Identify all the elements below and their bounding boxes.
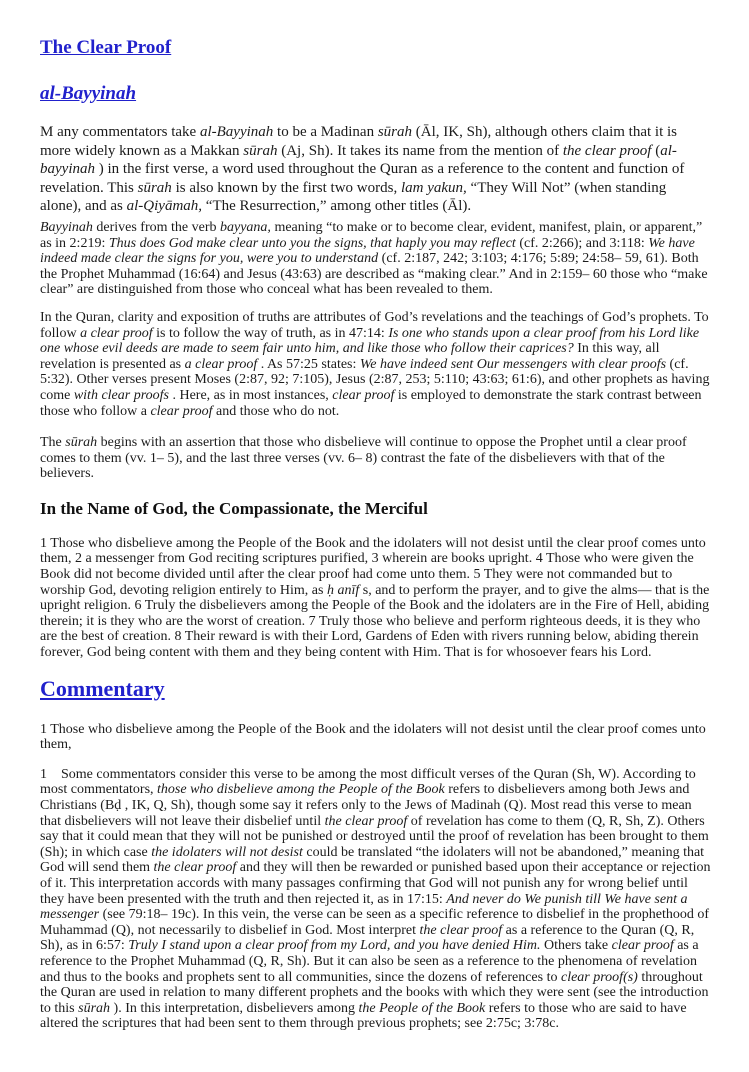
commentary-heading: Commentary — [40, 675, 165, 701]
intro-paragraph-2: Bayyinah derives from the verb bayyana, meaning “to make or to become clear, evident, manifest, plain, or apparent,” as in 2:219: Thus does God make clear unto you the signs, that haply you may reflect (cf. 2:266); and 3:118: We have indeed made clear the signs for you, were you to understand (cf. 2:187, 242; 3:103; 4:176; 5:89; 24:58– 59, 61). Both the Prophet Muhammad (16:64) and Jesus (43:63) are described as “making clear.” And in 2:159– 60 those who “make clear” are distinguished from those who conceal what has been revealed to them. — [40, 219, 708, 298]
intro-paragraph-3: In the Quran, clarity and exposition of truths are attributes of God’s revelations and the teachings of God’s prophets. To follow a clear proof is to follow the way of truth, as in 47:14: Is one who stands upon a clear proof from his Lord like one whose evil deeds are made to seem fair unto him, and like those who follow their caprices? In this way, all revelation is presented as a clear proof . As 57:25 states: We have indeed sent Our messengers with clear proofs (cf. 5:32). Other verses present Moses (2:87, 92; 7:105), Jesus (2:87, 253; 5:110; 43:63; 61:6), and other prophets as having come with clear proofs . Here, as in most instances, clear proof is employed to demonstrate the stark contrast between those who follow a clear proof and those who do not. — [40, 309, 710, 419]
doc-title: The Clear Proof — [40, 37, 172, 58]
doc-subtitle: al-Bayyinah — [40, 83, 137, 104]
intro-paragraph-1: M any commentators take al-Bayyinah to be a Madinan sūrah (Āl, IK, Sh), although others claim that it is more widely known as a Makkan sūrah (Aj, Sh). It takes its name from the mention of the clear proof (al-bayyinah ) in the first verse, a word used throughout the Quran as a reference to the content and function of revelation. This sūrah is also known by the first two words, lam yakun, “They Will Not” (when standing alone), and as al-Qiyāmah, “The Resurrection,” among other titles (Āl). — [40, 124, 685, 215]
commentary-paragraph-1: 1 Some commentators consider this verse to be among the most difficult verses of the Quran (Sh, W). According to most commentators, those who disbelieve among the People of the Book refers to disbelievers among both Jews and Christians (Bḍ , IK, Q, Sh), though some say it refers only to the Jews of Madinah (Q). Most read this verse to mean that disbelievers will not leave their disbelief until the clear proof of revelation has come to them (Q, R, Sh, Z). Others say that it could mean that they will not be punished or destroyed until the proof of revelation has been brought to them (Sh); in which case the idolaters will not desist could be translated “the idolaters will not be abandoned,” meaning that God will send them the clear proof and they will then be rewarded or punished based upon their acceptance or rejection of it. This interpretation accords with many passages confirming that God will not punish any for wrong belief until they have been presented with the truth and then rejected it, as in 17:15: And never do We punish till We have sent a messenger (see 79:18– 19c). In this vein, the verse can be seen as a specific reference to disbelief in the prophethood of Muhammad (Q), not necessarily to disbelief in God. Most interpret the clear proof as a reference to the Quran (Q, R, Sh), as in 6:57: Truly I stand upon a clear proof from my Lord, and you have denied Him. Others take clear proof as a reference to the Prophet Muhammad (Q, R, Sh). But it can also be seen as a reference to the phenomena of revelation and thus to the books and prophets sent to all communities, since the dozens of references to clear proof(s) throughout the Quran are used in relation to many different prophets and the books with which they were sent (see the introduction to this sūrah ). In this interpretation, disbelievers among the People of the Book refers to those who are said to have altered the scriptures that had been sent to them through previous prophets; see 2:75c; 3:78c. — [40, 766, 711, 1032]
intro-paragraph-4: The sūrah begins with an assertion that those who disbelieve will continue to oppose the Prophet until a clear proof comes to them (vv. 1– 5), and the last three verses (vv. 6– 8) contrast the fate of the disbelievers with that of the believers. — [40, 435, 687, 482]
verses-paragraph: 1 Those who disbelieve among the People of the Book and the idolaters will not desist until the clear proof comes unto them, 2 a messenger from God reciting scriptures purified, 3 wherein are books upright. 4 Those who were given the Book did not become divided until after the clear proof had come unto them. 5 They were not commanded but to worship God, devoting religion entirely to Him, as ḥ anīf s, and to perform the prayer, and to give the alms— that is the upright religion. 6 Truly the disbelievers among the People of the Book and the idolaters are in the Fire of Hell, abiding therein; it is they who are the worst of creation. 7 Truly those who believe and perform righteous deeds, it is they who are the best of creation. 8 Their reward is with their Lord, Gardens of Eden with rivers running below, abiding therein forever, God being content with them and they being content with Him. That is for whosoever fears his Lord. — [40, 535, 710, 661]
basmalah-heading: In the Name of God, the Compassionate, the Merciful — [40, 498, 428, 518]
commentary-verse-lead: 1 Those who disbelieve among the People of the Book and the idolaters will not desist until the clear proof comes unto them, — [40, 721, 706, 753]
